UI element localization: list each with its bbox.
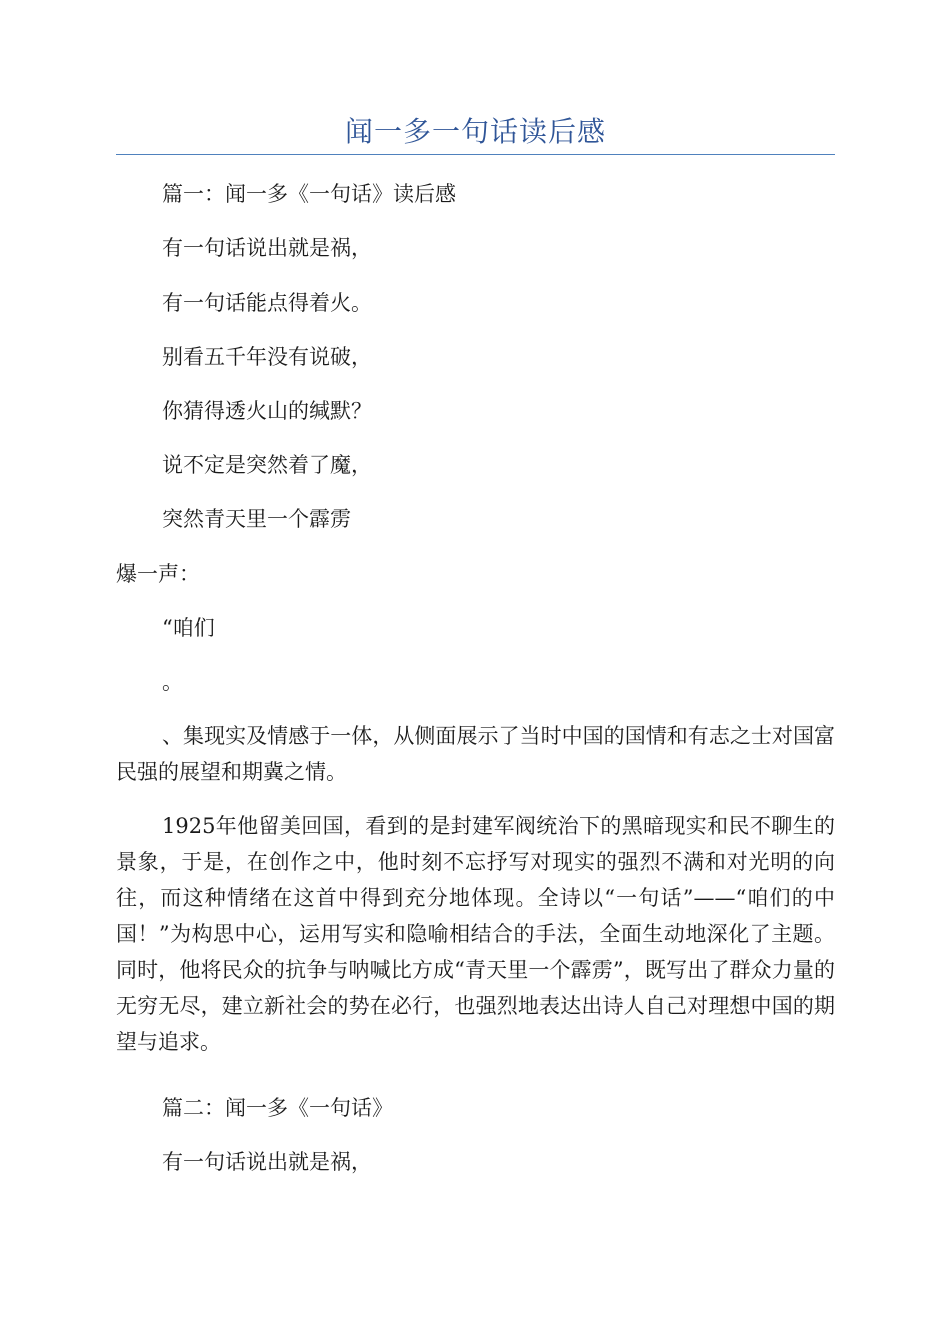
poem-line: 。 [162, 670, 183, 694]
poem-line: 有一句话能点得着火。 [162, 291, 372, 315]
poem-line: 突然青天里一个霹雳 [162, 507, 351, 531]
poem-line: 你猜得透火山的缄默？ [162, 399, 372, 423]
section-heading-1: 篇一：闻一多《一句话》读后感 [162, 182, 456, 206]
poem-line: 有一句话说出就是祸， [162, 1150, 372, 1174]
body-paragraph: 1925年他留美回国，看到的是封建军阀统治下的黑暗现实和民不聊生的景象，于是，在创作之中，他时刻不忘抒写对现实的强烈不满和对光明的向往，而这种情绪在这首中得到充分地体现。全诗以“一句话”——“咱们的中国！”为构思中心，运用写实和隐喻相结合的手法，全面生动地深化了主题。同时，他将民众的抗争与呐喊比方成“青天里一个霹雳”，既写出了群众力量的无穷无尽，建立新社会的势在必行，也强烈地表达出诗人自己对理想中国的期望与追求。 [116, 814, 835, 1054]
poem-line: 爆一声： [116, 562, 200, 586]
section-heading-2: 篇二：闻一多《一句话》 [162, 1096, 393, 1120]
body-paragraph: 、集现实及情感于一体，从侧面展示了当时中国的国情和有志之士对国富民强的展望和期冀之情。 [116, 724, 835, 784]
document-title: 闻一多一句话读后感 [344, 115, 606, 148]
title-underline [116, 154, 835, 155]
poem-line: 有一句话说出就是祸， [162, 236, 372, 260]
poem-line: 说不定是突然着了魔， [162, 453, 372, 477]
poem-line: “咱们 [162, 616, 215, 640]
poem-line: 别看五千年没有说破， [162, 345, 372, 369]
